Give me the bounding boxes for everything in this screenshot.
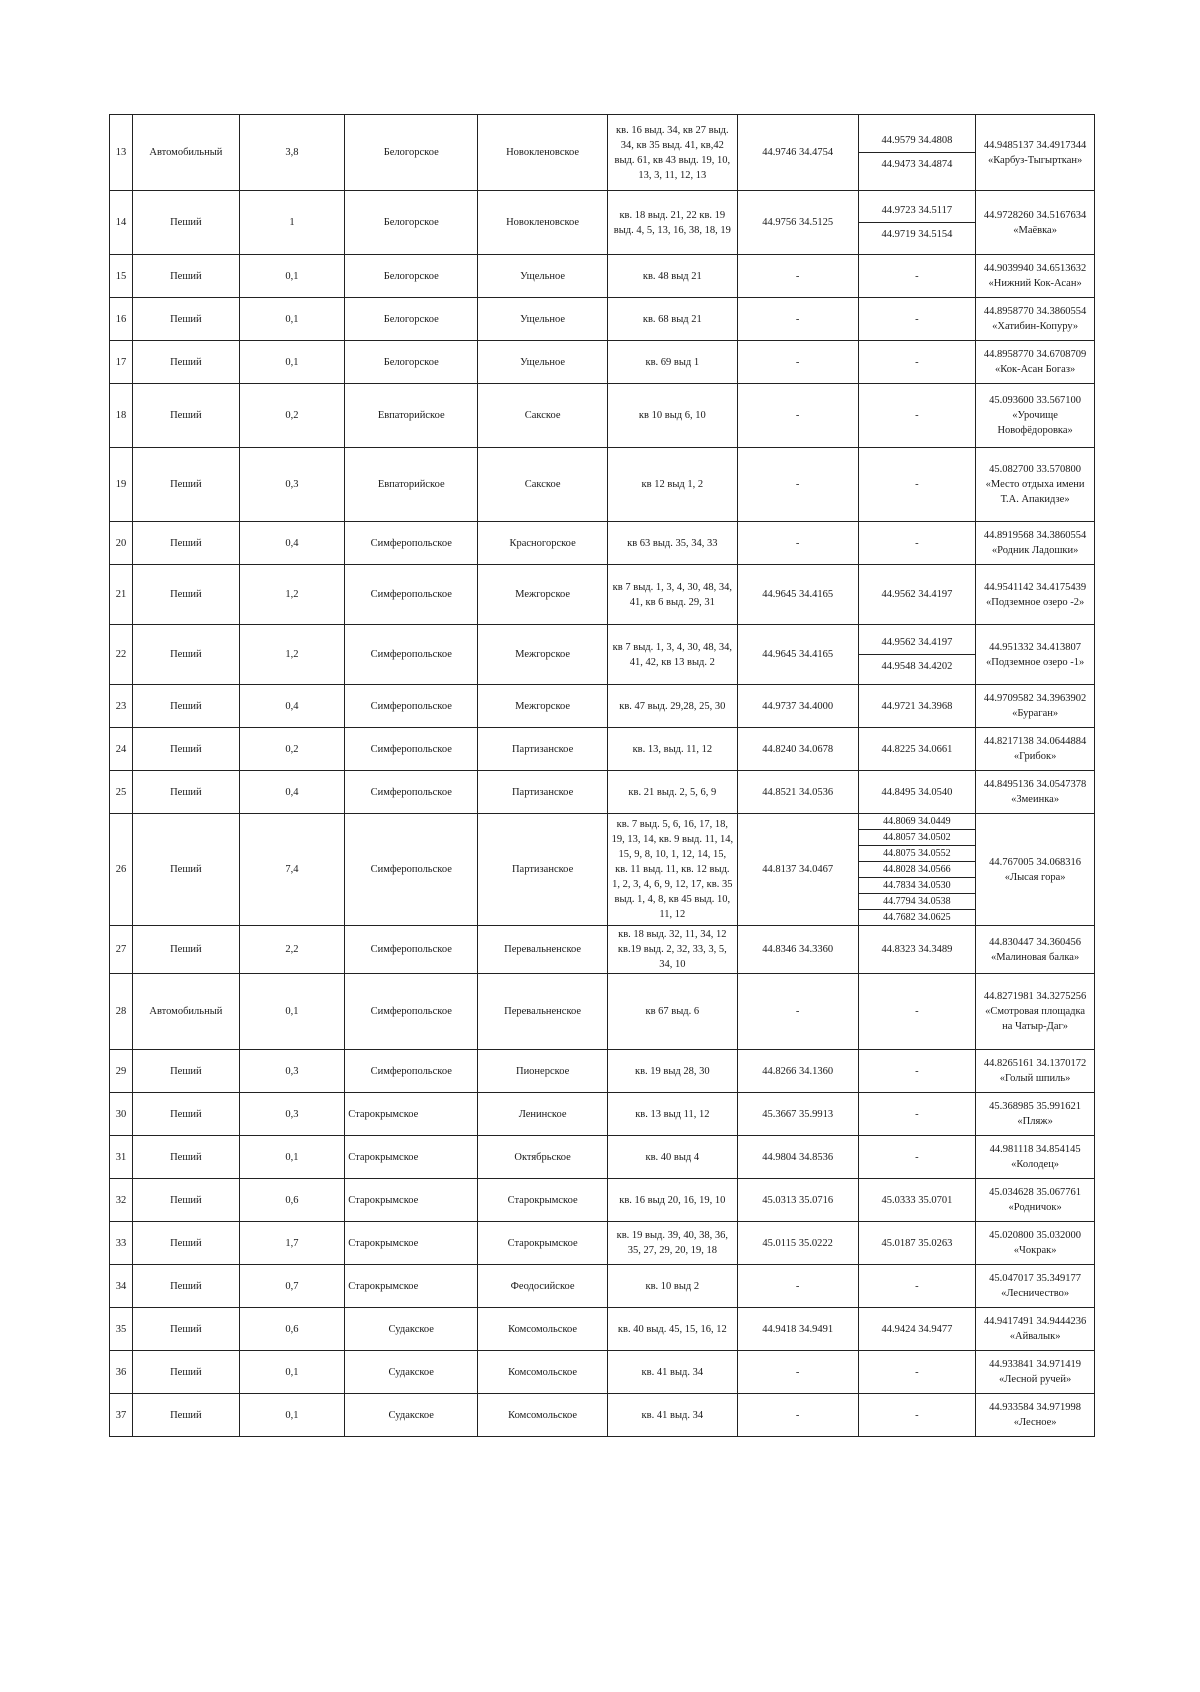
- object-coords-name: 44.933841 34.971419 «Лесной ручей»: [976, 1351, 1095, 1394]
- object-coords-name: 44.8919568 34.3860554 «Родник Ладошки»: [976, 522, 1095, 565]
- object-coords-name: 44.9541142 34.4175439 «Подземное озеро -2»: [976, 565, 1095, 625]
- table-row: [110, 974, 1095, 1050]
- table-row: [110, 255, 1095, 298]
- object-coords-name: 45.093600 33.567100 «Урочище Новофёдоровка»: [976, 384, 1095, 448]
- forestry-name: Старокрымское: [345, 1179, 478, 1222]
- row-number: 32: [110, 1179, 133, 1222]
- route-type: Пеший: [133, 1351, 240, 1394]
- district-forestry: Межгорское: [478, 685, 608, 728]
- route-type: Пеший: [133, 926, 240, 974]
- forestry-name: Евпаторийское: [345, 384, 478, 448]
- route-length: 0,4: [239, 685, 345, 728]
- intermediate-coords: -: [858, 341, 976, 384]
- start-coords: -: [737, 298, 858, 341]
- start-coords: 44.9645 34.4165: [737, 625, 858, 685]
- start-coords: -: [737, 448, 858, 522]
- quarters-list: кв. 40 выд 4: [607, 1136, 737, 1179]
- intermediate-coords: -: [858, 448, 976, 522]
- row-number: 21: [110, 565, 133, 625]
- intermediate-coords: -: [858, 298, 976, 341]
- start-coords: -: [737, 384, 858, 448]
- quarters-list: кв. 19 выд 28, 30: [607, 1050, 737, 1093]
- forestry-name: Симферопольское: [345, 974, 478, 1050]
- quarters-list: кв 67 выд. 6: [607, 974, 737, 1050]
- coord-point: 44.8057 34.0502: [859, 830, 976, 846]
- coord-point: 44.9719 34.5154: [881, 229, 953, 240]
- intermediate-coords: -: [858, 384, 976, 448]
- quarters-list: кв. 69 выд 1: [607, 341, 737, 384]
- start-coords: 45.3667 35.9913: [737, 1093, 858, 1136]
- route-type: Пеший: [133, 1136, 240, 1179]
- start-coords: 44.9737 34.4000: [737, 685, 858, 728]
- intermediate-coords: -: [858, 974, 976, 1050]
- quarters-list: кв. 40 выд. 45, 15, 16, 12: [607, 1308, 737, 1351]
- row-number: 37: [110, 1394, 133, 1437]
- route-length: 1,2: [239, 565, 345, 625]
- route-type: Пеший: [133, 685, 240, 728]
- object-coords-name: 44.8958770 34.6708709 «Кок-Асан Богаз»: [976, 341, 1095, 384]
- object-coords-name: 44.8271981 34.3275256 «Смотровая площадка на Чатыр-Даг»: [976, 974, 1095, 1050]
- intermediate-coords: -: [858, 1265, 976, 1308]
- district-forestry: Перевальненское: [478, 926, 608, 974]
- start-coords: 44.8266 34.1360: [737, 1050, 858, 1093]
- district-forestry: Партизанское: [478, 814, 608, 926]
- forestry-name: Белогорское: [345, 298, 478, 341]
- coord-point: 44.9548 34.4202: [881, 661, 953, 672]
- district-forestry: Красногорское: [478, 522, 608, 565]
- start-coords: -: [737, 341, 858, 384]
- route-length: 3,8: [239, 115, 345, 191]
- coord-point: 44.9562 34.4197: [859, 631, 976, 655]
- quarters-list: кв. 68 выд 21: [607, 298, 737, 341]
- route-length: 0,4: [239, 522, 345, 565]
- forestry-name: Белогорское: [345, 341, 478, 384]
- row-number: 17: [110, 341, 133, 384]
- intermediate-coords: -: [858, 1093, 976, 1136]
- intermediate-coords: 45.0333 35.0701: [858, 1179, 976, 1222]
- quarters-list: кв. 18 выд. 21, 22 кв. 19 выд. 4, 5, 13, 16, 38, 18, 19: [607, 191, 737, 255]
- start-coords: -: [737, 255, 858, 298]
- quarters-list: кв. 7 выд. 5, 6, 16, 17, 18, 19, 13, 14, кв. 9 выд. 11, 14, 15, 9, 8, 10, 1, 12, 14, 15, кв. 11 выд. 11, кв. 12 выд. 1, 2, 3, 4, 6, 9, 12, 17, кв. 35 выд. 1, 4, 8, кв 45 выд. 10, 11, 12: [607, 814, 737, 926]
- forestry-name: Симферопольское: [345, 728, 478, 771]
- forestry-name: Симферопольское: [345, 771, 478, 814]
- district-forestry: Комсомольское: [478, 1308, 608, 1351]
- intermediate-coords: [858, 115, 976, 191]
- route-length: 1,2: [239, 625, 345, 685]
- route-type: Пеший: [133, 1093, 240, 1136]
- row-number: 22: [110, 625, 133, 685]
- forestry-name: Белогорское: [345, 115, 478, 191]
- coord-point: 44.8028 34.0566: [859, 862, 976, 878]
- route-length: 0,3: [239, 1093, 345, 1136]
- district-forestry: Ущельное: [478, 341, 608, 384]
- object-coords-name: 44.933584 34.971998 «Лесное»: [976, 1394, 1095, 1437]
- route-type: Пеший: [133, 814, 240, 926]
- table-row: [110, 448, 1095, 522]
- table-row: [110, 115, 1095, 191]
- district-forestry: Феодосийское: [478, 1265, 608, 1308]
- route-type: Пеший: [133, 298, 240, 341]
- object-coords-name: 44.9039940 34.6513632 «Нижний Кок-Асан»: [976, 255, 1095, 298]
- route-type: Пеший: [133, 448, 240, 522]
- district-forestry: Межгорское: [478, 625, 608, 685]
- table-row: [110, 1394, 1095, 1437]
- row-number: 18: [110, 384, 133, 448]
- intermediate-coords: -: [858, 1351, 976, 1394]
- district-forestry: Старокрымское: [478, 1222, 608, 1265]
- forestry-name: Старокрымское: [345, 1265, 478, 1308]
- start-coords: -: [737, 1265, 858, 1308]
- district-forestry: Новокленовское: [478, 191, 608, 255]
- intermediate-coords: -: [858, 1394, 976, 1437]
- row-number: 33: [110, 1222, 133, 1265]
- forestry-name: Старокрымское: [345, 1222, 478, 1265]
- start-coords: 44.9756 34.5125: [737, 191, 858, 255]
- district-forestry: Комсомольское: [478, 1351, 608, 1394]
- table-row: [110, 1222, 1095, 1265]
- forestry-name: Симферопольское: [345, 565, 478, 625]
- start-coords: 44.8240 34.0678: [737, 728, 858, 771]
- forestry-name: Старокрымское: [345, 1136, 478, 1179]
- row-number: 29: [110, 1050, 133, 1093]
- route-type: Пеший: [133, 255, 240, 298]
- object-coords-name: 44.830447 34.360456 «Малиновая балка»: [976, 926, 1095, 974]
- route-type: Автомобильный: [133, 974, 240, 1050]
- route-type: Пеший: [133, 384, 240, 448]
- start-coords: -: [737, 1394, 858, 1437]
- district-forestry: Ленинское: [478, 1093, 608, 1136]
- district-forestry: Ущельное: [478, 255, 608, 298]
- district-forestry: Старокрымское: [478, 1179, 608, 1222]
- intermediate-coords: [858, 191, 976, 255]
- start-coords: -: [737, 974, 858, 1050]
- forestry-name: Старокрымское: [345, 1093, 478, 1136]
- table-row: [110, 341, 1095, 384]
- start-coords: -: [737, 1351, 858, 1394]
- object-coords-name: 44.8958770 34.3860554 «Хатибин-Копуру»: [976, 298, 1095, 341]
- route-length: 0,2: [239, 384, 345, 448]
- row-number: 25: [110, 771, 133, 814]
- route-type: Пеший: [133, 1179, 240, 1222]
- table-row: [110, 1050, 1095, 1093]
- route-type: Пеший: [133, 1394, 240, 1437]
- intermediate-coords: -: [858, 1136, 976, 1179]
- row-number: 13: [110, 115, 133, 191]
- forestry-name: Судакское: [345, 1308, 478, 1351]
- route-length: 0,4: [239, 771, 345, 814]
- route-type: Пеший: [133, 771, 240, 814]
- table-row: [110, 298, 1095, 341]
- start-coords: 44.8346 34.3360: [737, 926, 858, 974]
- route-length: 0,1: [239, 255, 345, 298]
- quarters-list: кв. 16 выд. 34, кв 27 выд. 34, кв 35 выд. 41, кв,42 выд. 61, кв 43 выд. 19, 10, 13, 3, 11, 12, 13: [607, 115, 737, 191]
- forestry-name: Симферопольское: [345, 625, 478, 685]
- route-length: 0,7: [239, 1265, 345, 1308]
- intermediate-coords: 44.9424 34.9477: [858, 1308, 976, 1351]
- quarters-list: кв. 16 выд 20, 16, 19, 10: [607, 1179, 737, 1222]
- start-coords: -: [737, 522, 858, 565]
- forestry-name: Судакское: [345, 1394, 478, 1437]
- row-number: 19: [110, 448, 133, 522]
- route-type: Пеший: [133, 1308, 240, 1351]
- table-row: [110, 685, 1095, 728]
- route-length: 0,2: [239, 728, 345, 771]
- table-row: [110, 926, 1095, 974]
- coord-point: 44.7834 34.0530: [859, 878, 976, 894]
- row-number: 16: [110, 298, 133, 341]
- route-length: 1,7: [239, 1222, 345, 1265]
- table-row: [110, 191, 1095, 255]
- route-type: Пеший: [133, 565, 240, 625]
- route-length: 0,1: [239, 1136, 345, 1179]
- route-length: 1: [239, 191, 345, 255]
- table-row: [110, 1265, 1095, 1308]
- object-coords-name: 44.951332 34.413807 «Подземное озеро -1»: [976, 625, 1095, 685]
- intermediate-coords: [858, 625, 976, 685]
- start-coords: 44.9746 34.4754: [737, 115, 858, 191]
- intermediate-coords: [858, 814, 976, 926]
- forestry-name: Симферопольское: [345, 814, 478, 926]
- route-length: 0,1: [239, 1394, 345, 1437]
- row-number: 24: [110, 728, 133, 771]
- route-type: Пеший: [133, 522, 240, 565]
- table-row: [110, 522, 1095, 565]
- row-number: 14: [110, 191, 133, 255]
- coord-point: 44.7682 34.0625: [883, 912, 951, 923]
- table-row: [110, 1179, 1095, 1222]
- object-coords-name: 44.981118 34.854145 «Колодец»: [976, 1136, 1095, 1179]
- start-coords: 44.8521 34.0536: [737, 771, 858, 814]
- object-coords-name: 44.8265161 34.1370172 «Голый шпиль»: [976, 1050, 1095, 1093]
- route-type: Пеший: [133, 1222, 240, 1265]
- district-forestry: Партизанское: [478, 728, 608, 771]
- start-coords: 45.0313 35.0716: [737, 1179, 858, 1222]
- intermediate-coords: -: [858, 522, 976, 565]
- quarters-list: кв 10 выд 6, 10: [607, 384, 737, 448]
- table-row: [110, 565, 1095, 625]
- district-forestry: Пионерское: [478, 1050, 608, 1093]
- table-row: [110, 1351, 1095, 1394]
- quarters-list: кв. 10 выд 2: [607, 1265, 737, 1308]
- quarters-list: кв. 41 выд. 34: [607, 1351, 737, 1394]
- table-row: [110, 814, 1095, 926]
- coord-point: 44.9473 34.4874: [881, 159, 953, 170]
- route-length: 0,3: [239, 448, 345, 522]
- forestry-name: Судакское: [345, 1351, 478, 1394]
- object-coords-name: 45.047017 35.349177 «Лесничество»: [976, 1265, 1095, 1308]
- quarters-list: кв 7 выд. 1, 3, 4, 30, 48, 34, 41, 42, кв 13 выд. 2: [607, 625, 737, 685]
- district-forestry: Перевальненское: [478, 974, 608, 1050]
- district-forestry: Межгорское: [478, 565, 608, 625]
- object-coords-name: 44.767005 34.068316 «Лысая гора»: [976, 814, 1095, 926]
- district-forestry: Новокленовское: [478, 115, 608, 191]
- coord-point: 44.8069 34.0449: [859, 814, 976, 830]
- object-coords-name: 45.368985 35.991621 «Пляж»: [976, 1093, 1095, 1136]
- intermediate-coords: 45.0187 35.0263: [858, 1222, 976, 1265]
- forestry-name: Симферопольское: [345, 522, 478, 565]
- quarters-list: кв. 19 выд. 39, 40, 38, 36, 35, 27, 29, 20, 19, 18: [607, 1222, 737, 1265]
- row-number: 20: [110, 522, 133, 565]
- route-length: 0,1: [239, 1351, 345, 1394]
- start-coords: 45.0115 35.0222: [737, 1222, 858, 1265]
- route-length: 0,3: [239, 1050, 345, 1093]
- row-number: 27: [110, 926, 133, 974]
- intermediate-coords: 44.8225 34.0661: [858, 728, 976, 771]
- route-length: 0,1: [239, 298, 345, 341]
- route-length: 2,2: [239, 926, 345, 974]
- intermediate-coords: -: [858, 255, 976, 298]
- row-number: 23: [110, 685, 133, 728]
- quarters-list: кв. 21 выд. 2, 5, 6, 9: [607, 771, 737, 814]
- forestry-name: Белогорское: [345, 255, 478, 298]
- start-coords: 44.8137 34.0467: [737, 814, 858, 926]
- row-number: 26: [110, 814, 133, 926]
- row-number: 35: [110, 1308, 133, 1351]
- table-row: [110, 771, 1095, 814]
- quarters-list: кв. 41 выд. 34: [607, 1394, 737, 1437]
- route-type: Пеший: [133, 341, 240, 384]
- table-row: [110, 625, 1095, 685]
- coord-point: 44.9579 34.4808: [859, 129, 976, 153]
- district-forestry: Ущельное: [478, 298, 608, 341]
- coord-point: 44.9723 34.5117: [859, 199, 976, 223]
- quarters-list: кв 12 выд 1, 2: [607, 448, 737, 522]
- intermediate-coords: 44.8323 34.3489: [858, 926, 976, 974]
- forestry-name: Симферопольское: [345, 1050, 478, 1093]
- quarters-list: кв. 13 выд 11, 12: [607, 1093, 737, 1136]
- object-coords-name: 45.082700 33.570800 «Место отдыха имени Т.А. Апакидзе»: [976, 448, 1095, 522]
- object-coords-name: 44.9485137 34.4917344 «Карбуз-Тыгырткан»: [976, 115, 1095, 191]
- route-type: Пеший: [133, 1050, 240, 1093]
- row-number: 31: [110, 1136, 133, 1179]
- route-length: 0,6: [239, 1308, 345, 1351]
- table-row: [110, 1136, 1095, 1179]
- district-forestry: Комсомольское: [478, 1394, 608, 1437]
- route-length: 0,6: [239, 1179, 345, 1222]
- object-coords-name: 44.8495136 34.0547378 «Змеинка»: [976, 771, 1095, 814]
- start-coords: 44.9418 34.9491: [737, 1308, 858, 1351]
- route-type: Автомобильный: [133, 115, 240, 191]
- forestry-name: Евпаторийское: [345, 448, 478, 522]
- quarters-list: кв. 13, выд. 11, 12: [607, 728, 737, 771]
- table-row: [110, 728, 1095, 771]
- object-coords-name: 45.020800 35.032000 «Чокрак»: [976, 1222, 1095, 1265]
- row-number: 36: [110, 1351, 133, 1394]
- intermediate-coords: -: [858, 1050, 976, 1093]
- route-length: 0,1: [239, 974, 345, 1050]
- start-coords: 44.9645 34.4165: [737, 565, 858, 625]
- quarters-list: кв 63 выд. 35, 34, 33: [607, 522, 737, 565]
- row-number: 28: [110, 974, 133, 1050]
- intermediate-coords: 44.9562 34.4197: [858, 565, 976, 625]
- object-coords-name: 44.9709582 34.3963902 «Бураган»: [976, 685, 1095, 728]
- coord-point: 44.8075 34.0552: [859, 846, 976, 862]
- route-type: Пеший: [133, 625, 240, 685]
- object-coords-name: 45.034628 35.067761 «Родничок»: [976, 1179, 1095, 1222]
- quarters-list: кв. 48 выд 21: [607, 255, 737, 298]
- district-forestry: Партизанское: [478, 771, 608, 814]
- table-row: [110, 1093, 1095, 1136]
- quarters-list: кв. 18 выд. 32, 11, 34, 12 кв.19 выд. 2, 32, 33, 3, 5, 34, 10: [607, 926, 737, 974]
- route-length: 7,4: [239, 814, 345, 926]
- district-forestry: Сакское: [478, 448, 608, 522]
- object-coords-name: 44.8217138 34.0644884 «Грибок»: [976, 728, 1095, 771]
- route-type: Пеший: [133, 191, 240, 255]
- route-type: Пеший: [133, 728, 240, 771]
- district-forestry: Октябрьское: [478, 1136, 608, 1179]
- row-number: 34: [110, 1265, 133, 1308]
- table-row: [110, 1308, 1095, 1351]
- object-coords-name: 44.9417491 34.9444236 «Айвалык»: [976, 1308, 1095, 1351]
- coord-point: 44.7794 34.0538: [859, 894, 976, 910]
- forestry-name: Симферопольское: [345, 926, 478, 974]
- forestry-name: Белогорское: [345, 191, 478, 255]
- intermediate-coords: 44.9721 34.3968: [858, 685, 976, 728]
- forestry-name: Симферопольское: [345, 685, 478, 728]
- route-type: Пеший: [133, 1265, 240, 1308]
- table-row: [110, 384, 1095, 448]
- row-number: 15: [110, 255, 133, 298]
- routes-table: [109, 114, 1095, 1437]
- quarters-list: кв 7 выд. 1, 3, 4, 30, 48, 34, 41, кв 6 выд. 29, 31: [607, 565, 737, 625]
- start-coords: 44.9804 34.8536: [737, 1136, 858, 1179]
- intermediate-coords: 44.8495 34.0540: [858, 771, 976, 814]
- object-coords-name: 44.9728260 34.5167634 «Маёвка»: [976, 191, 1095, 255]
- quarters-list: кв. 47 выд. 29,28, 25, 30: [607, 685, 737, 728]
- district-forestry: Сакское: [478, 384, 608, 448]
- row-number: 30: [110, 1093, 133, 1136]
- route-length: 0,1: [239, 341, 345, 384]
